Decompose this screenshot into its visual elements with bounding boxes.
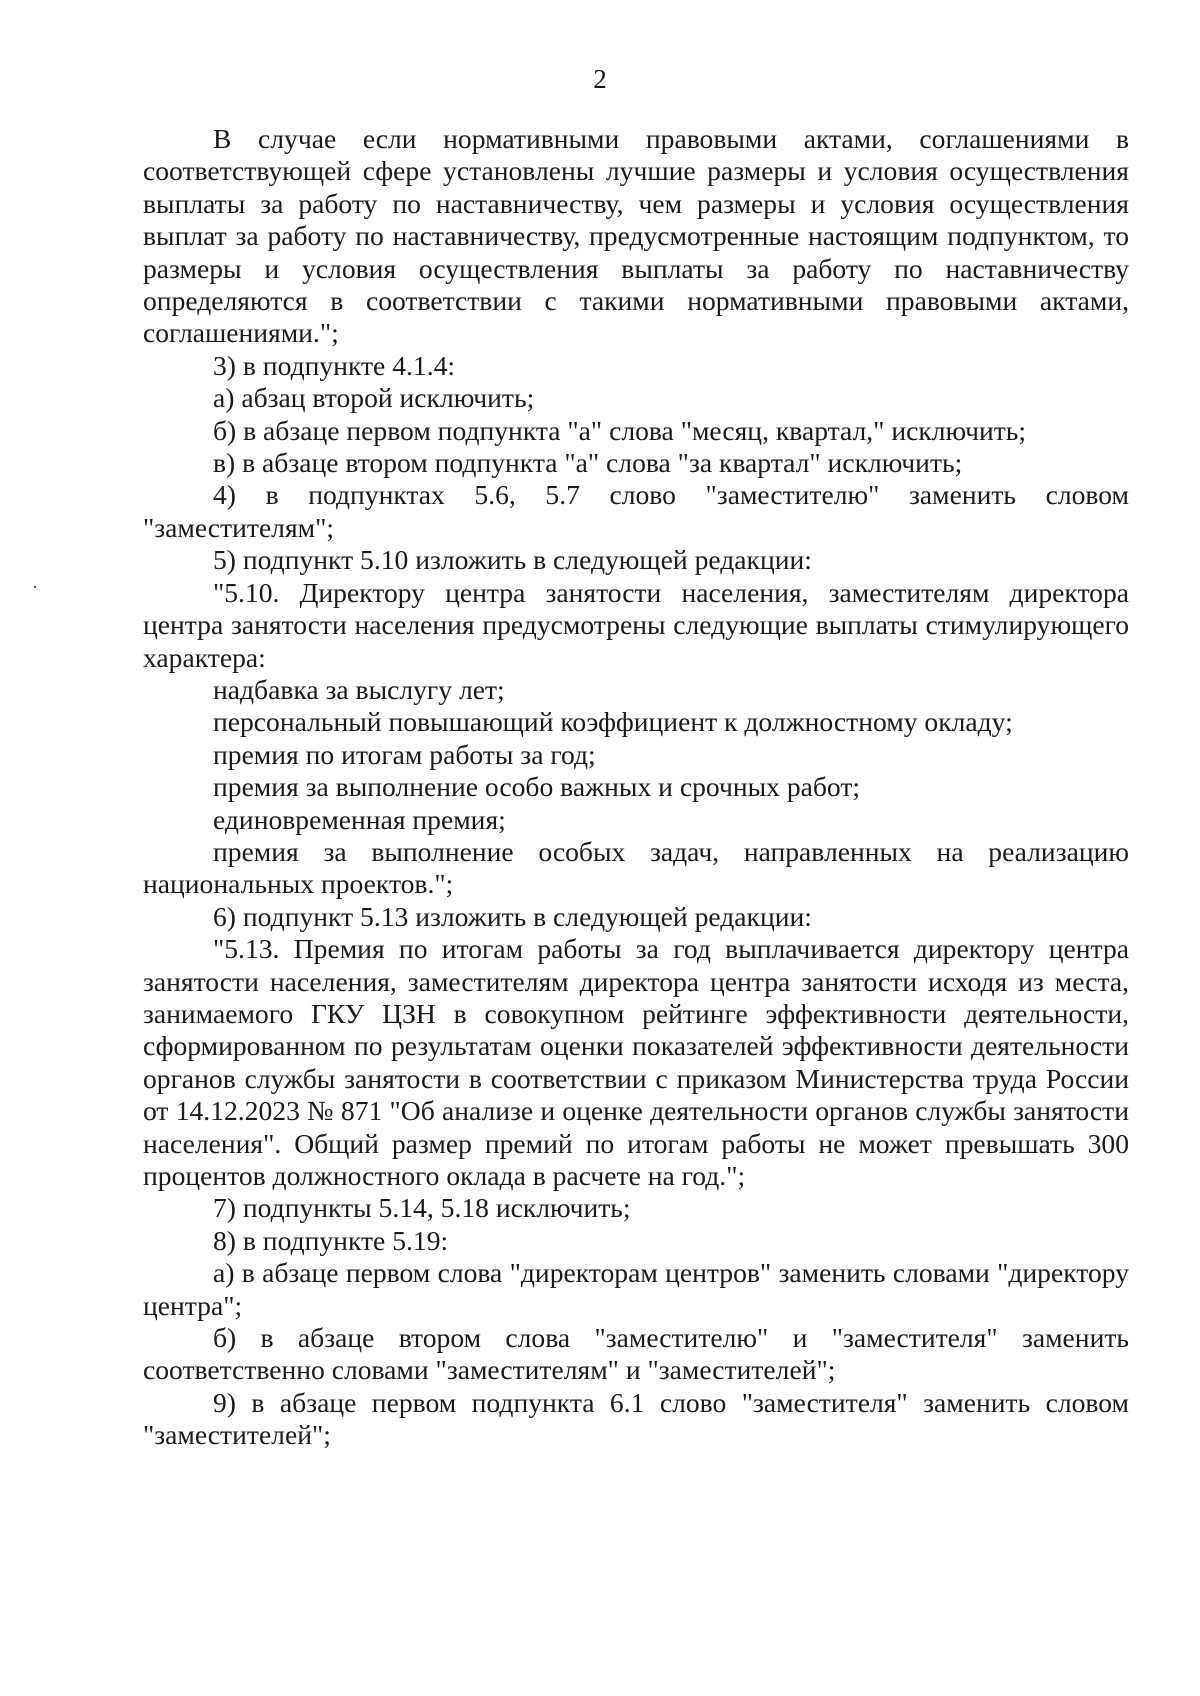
paragraph-item-8b: б) в абзаце втором слова "заместителю" и "заместителя" заменить соответственно словами "заместителям" и "заместителей";: [143, 1322, 1129, 1386]
paragraph-item-6: 6) подпункт 5.13 изложить в следующей редакции:: [213, 900, 812, 932]
paragraph-clause-5-10: "5.10. Директору центра занятости населения, заместителям директора центра занятости населения предусмотрены следующие выплаты стимулирующего характера:: [143, 576, 1129, 673]
document-body: [143, 123, 1129, 1452]
list-item-national-projects-bonus: премия за выполнение особых задач, направленных на реализацию национальных проектов.";: [143, 835, 1129, 900]
paragraph-item-7: 7) подпункты 5.14, 5.18 исключить;: [213, 1192, 631, 1224]
paragraph-item-5: 5) подпункт 5.10 изложить в следующей редакции:: [213, 544, 812, 576]
paragraph-item-3a: а) абзац второй исключить;: [213, 382, 535, 414]
list-item-personal-coefficient: персональный повышающий коэффициент к должностному окладу;: [213, 706, 1013, 738]
list-item-annual-bonus: премия по итогам работы за год;: [213, 738, 596, 770]
paragraph-item-3: 3) в подпункте 4.1.4:: [213, 349, 456, 381]
paragraph-item-8a: а) в абзаце первом слова "директорам центров" заменить словами "директору центра";: [143, 1257, 1129, 1321]
margin-mark: [34, 586, 36, 588]
list-item-seniority-bonus: надбавка за выслугу лет;: [213, 673, 505, 705]
paragraph-item-4: 4) в подпунктах 5.6, 5.7 слово "заместителю" заменить словом "заместителям";: [143, 479, 1129, 543]
page-number: 2: [593, 64, 607, 94]
paragraph-clause-5-13: "5.13. Премия по итогам работы за год выплачивается директору центра занятости населения, заместителям директора центра занятости исходя из места, занимаемого ГКУ ЦЗН в совокупном рейтинге эффективности деятельности, сформированном по результатам оценки показателей эффективности деятельности органов службы занятости в соответствии с приказом Министерства труда России от 14.12.2023 № 871 "Об анализе и оценке деятельности органов службы занятости населения". Общий размер премий по итогам работы не может превышать 300 процентов должностного оклада в расчете на год.";: [143, 933, 1129, 1191]
paragraph-mentoring-conditions: В случае если нормативными правовыми актами, соглашениями в соответствующей сфере установлены лучшие размеры и условия осуществления выплаты за работу по наставничеству, чем размеры и условия осуществления выплат за работу по наставничеству, предусмотренные настоящим подпунктом, то размеры и условия осуществления выплаты за работу по наставничеству определяются в соответствии с такими нормативными правовыми актами, соглашениями.";: [143, 123, 1129, 349]
paragraph-item-9: 9) в абзаце первом подпункта 6.1 слово "заместителя" заменить словом "заместителей";: [143, 1386, 1129, 1451]
paragraph-item-3b: б) в абзаце первом подпункта "а" слова "месяц, квартал," исключить;: [213, 414, 1027, 446]
paragraph-item-3v: в) в абзаце втором подпункта "а" слова "за квартал" исключить;: [213, 447, 963, 479]
list-item-one-time-bonus: единовременная премия;: [213, 803, 506, 835]
paragraph-item-8: 8) в подпункте 5.19:: [213, 1224, 449, 1256]
list-item-urgent-work-bonus: премия за выполнение особо важных и срочных работ;: [213, 771, 861, 803]
